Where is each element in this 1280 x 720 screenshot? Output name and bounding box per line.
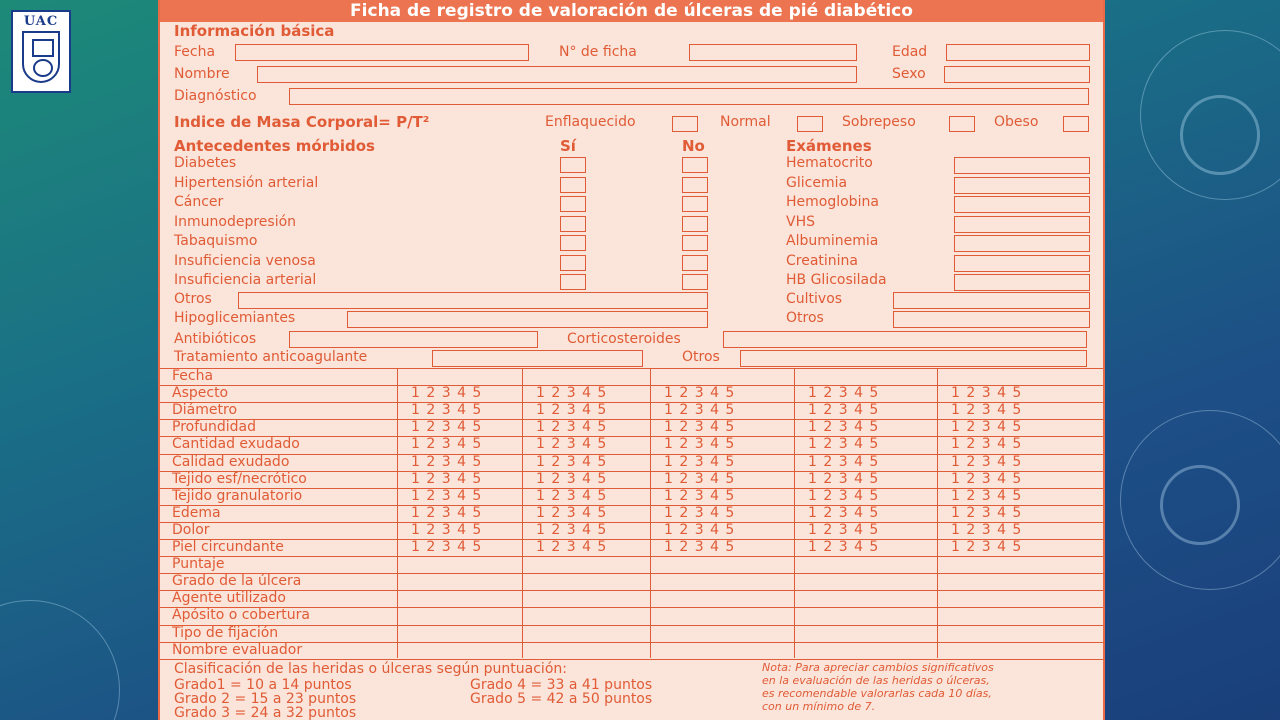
score-scale[interactable]: 1 2 3 4 5: [951, 436, 1023, 453]
sexo-input[interactable]: [944, 66, 1090, 83]
score-scale[interactable]: 1 2 3 4 5: [951, 521, 1023, 538]
no-heading: No: [682, 137, 705, 155]
no-checkbox[interactable]: [682, 177, 708, 193]
score-scale[interactable]: 1 2 3 4 5: [411, 504, 483, 521]
enflaquecido-checkbox[interactable]: [672, 116, 698, 132]
otros-label: Otros: [174, 291, 212, 307]
si-checkbox[interactable]: [560, 216, 586, 232]
score-scale[interactable]: 1 2 3 4 5: [411, 453, 483, 470]
cultivos-label: Cultivos: [786, 291, 843, 307]
score-scale[interactable]: 1 2 3 4 5: [664, 436, 736, 453]
score-scale[interactable]: 1 2 3 4 5: [808, 436, 880, 453]
score-scale[interactable]: 1 2 3 4 5: [951, 470, 1023, 487]
table-col-line: [650, 368, 651, 658]
score-scale[interactable]: 1 2 3 4 5: [664, 453, 736, 470]
no-checkbox[interactable]: [682, 255, 708, 271]
examen-label: Creatinina: [786, 252, 859, 269]
ficha-label: N° de ficha: [559, 44, 637, 60]
antibioticos-input[interactable]: [289, 331, 538, 348]
decor-ring: [0, 600, 120, 720]
grade-1: Grado1 = 10 a 14 puntos: [174, 677, 352, 693]
examenes-heading: Exámenes: [786, 137, 872, 155]
note-line: con un mínimo de 7.: [762, 700, 876, 713]
no-checkbox[interactable]: [682, 235, 708, 251]
score-scale[interactable]: 1 2 3 4 5: [808, 402, 880, 419]
fecha-label: Fecha: [174, 44, 216, 60]
table-row-line: [160, 556, 1103, 557]
table-col-line: [937, 368, 938, 658]
score-scale[interactable]: 1 2 3 4 5: [536, 487, 608, 504]
examen-input[interactable]: [954, 196, 1090, 213]
examen-label: Albuminemia: [786, 233, 879, 249]
table-row-line: [160, 625, 1103, 626]
score-scale[interactable]: 1 2 3 4 5: [411, 487, 483, 504]
score-scale[interactable]: 1 2 3 4 5: [664, 419, 736, 436]
hipoglicemiantes-label: Hipoglicemiantes: [174, 310, 296, 326]
examen-input[interactable]: [954, 255, 1090, 272]
note-line: Nota: Para apreciar cambios significativos: [762, 661, 994, 674]
score-scale[interactable]: 1 2 3 4 5: [808, 453, 880, 470]
examen-input[interactable]: [954, 177, 1090, 194]
score-scale[interactable]: 1 2 3 4 5: [951, 539, 1023, 555]
imc-option: Obeso: [994, 114, 1039, 130]
antecedente-label: Insuficiencia venosa: [174, 252, 316, 269]
anticoagulante-input[interactable]: [432, 350, 643, 367]
antecedente-label: Diabetes: [174, 155, 237, 171]
grade-3: Grado 3 = 24 a 32 puntos: [174, 705, 357, 720]
score-scale[interactable]: 1 2 3 4 5: [664, 539, 736, 555]
examen-input[interactable]: [954, 216, 1090, 233]
score-scale[interactable]: 1 2 3 4 5: [808, 521, 880, 538]
diagnostico-input[interactable]: [289, 88, 1089, 105]
examen-label: HB Glicosilada: [786, 272, 887, 288]
corticosteroides-label: Corticosteroides: [567, 331, 681, 347]
table-col-line: [794, 368, 795, 658]
examen-label: Glicemia: [786, 174, 848, 191]
score-scale[interactable]: 1 2 3 4 5: [536, 470, 608, 487]
row-label: Edema: [172, 504, 221, 521]
edad-input[interactable]: [946, 44, 1090, 61]
si-checkbox[interactable]: [560, 157, 586, 173]
antecedente-label: Hipertensión arterial: [174, 174, 319, 191]
table-row-line: [160, 368, 1103, 369]
score-scale[interactable]: 1 2 3 4 5: [808, 504, 880, 521]
antibioticos-label: Antibióticos: [174, 331, 257, 347]
diagnostico-label: Diagnóstico: [174, 88, 257, 104]
antecedentes-heading: Antecedentes mórbidos: [174, 137, 375, 155]
score-scale[interactable]: 1 2 3 4 5: [411, 402, 483, 419]
examen-label: Hemoglobina: [786, 194, 879, 210]
nombre-input[interactable]: [257, 66, 857, 83]
otros-examen-label: Otros: [786, 310, 824, 326]
score-scale[interactable]: 1 2 3 4 5: [664, 504, 736, 521]
nombre-label: Nombre: [174, 66, 230, 82]
score-scale[interactable]: 1 2 3 4 5: [951, 487, 1023, 504]
antecedente-label: Tabaquismo: [174, 233, 258, 249]
ficha-input[interactable]: [689, 44, 857, 61]
examen-input[interactable]: [954, 235, 1090, 252]
otros-examen-input[interactable]: [893, 311, 1090, 328]
evaluation-table: [160, 368, 1103, 660]
score-scale[interactable]: 1 2 3 4 5: [411, 385, 483, 402]
row-label: Tejido granulatorio: [172, 487, 303, 504]
imc-option: Normal: [720, 114, 771, 130]
row-label: Tipo de fijación: [172, 624, 279, 641]
row-label: Puntaje: [172, 556, 225, 573]
si-checkbox[interactable]: [560, 235, 586, 251]
normal-checkbox[interactable]: [797, 116, 823, 132]
imc-option: Enflaquecido: [545, 114, 636, 130]
table-col-line: [522, 368, 523, 658]
score-scale[interactable]: 1 2 3 4 5: [808, 385, 880, 402]
row-label: Agente utilizado: [172, 590, 286, 607]
si-checkbox[interactable]: [560, 274, 586, 290]
decor-ring: [1180, 95, 1260, 175]
cultivos-input[interactable]: [893, 292, 1090, 309]
row-label: Cantidad exudado: [172, 436, 300, 453]
score-scale[interactable]: 1 2 3 4 5: [664, 385, 736, 402]
examen-input[interactable]: [954, 157, 1090, 174]
score-scale[interactable]: 1 2 3 4 5: [536, 419, 608, 436]
score-scale[interactable]: 1 2 3 4 5: [536, 504, 608, 521]
score-scale[interactable]: 1 2 3 4 5: [536, 539, 608, 555]
score-scale[interactable]: 1 2 3 4 5: [951, 402, 1023, 419]
row-label: Tejido esf/necrótico: [172, 470, 307, 487]
antecedente-label: Inmunodepresión: [174, 213, 297, 230]
obeso-checkbox[interactable]: [1063, 116, 1089, 132]
antecedente-label: Cáncer: [174, 194, 224, 210]
si-checkbox[interactable]: [560, 196, 586, 212]
edad-label: Edad: [892, 44, 928, 60]
decor-ring: [1160, 465, 1240, 545]
table-row-line: [160, 590, 1103, 591]
score-scale[interactable]: 1 2 3 4 5: [536, 521, 608, 538]
form-title: Ficha de registro de valoración de úlceras de pié diabético: [160, 0, 1103, 22]
score-scale[interactable]: 1 2 3 4 5: [808, 539, 880, 555]
score-scale[interactable]: 1 2 3 4 5: [536, 453, 608, 470]
row-label: Profundidad: [172, 419, 257, 436]
row-label: Dolor: [172, 521, 210, 538]
imc-option: Sobrepeso: [842, 114, 916, 130]
otros2-input[interactable]: [740, 350, 1087, 367]
anticoagulante-label: Tratamiento anticoagulante: [174, 349, 368, 365]
note-line: en la evaluación de las heridas o úlceras,: [762, 674, 990, 687]
score-scale[interactable]: 1 2 3 4 5: [536, 385, 608, 402]
examen-input[interactable]: [954, 274, 1090, 291]
table-col-line: [397, 368, 398, 658]
no-checkbox[interactable]: [682, 196, 708, 212]
row-label: Grado de la úlcera: [172, 573, 302, 590]
examen-label: Hematocrito: [786, 155, 873, 171]
uac-logo: [11, 10, 71, 93]
row-label: Nombre evaluador: [172, 641, 303, 658]
score-scale[interactable]: 1 2 3 4 5: [808, 487, 880, 504]
score-scale[interactable]: 1 2 3 4 5: [411, 419, 483, 436]
score-scale[interactable]: 1 2 3 4 5: [951, 385, 1023, 402]
fecha-input[interactable]: [235, 44, 529, 61]
grade-5: Grado 5 = 42 a 50 puntos: [470, 691, 653, 707]
row-label: Apósito o cobertura: [172, 607, 310, 624]
no-checkbox[interactable]: [682, 157, 708, 173]
imc-label: Indice de Masa Corporal= P/T²: [174, 113, 430, 131]
shield-icon: [22, 31, 60, 83]
score-scale[interactable]: 1 2 3 4 5: [411, 521, 483, 538]
row-label: Piel circundante: [172, 539, 284, 555]
score-scale[interactable]: 1 2 3 4 5: [664, 402, 736, 419]
si-checkbox[interactable]: [560, 177, 586, 193]
grade-4: Grado 4 = 33 a 41 puntos: [470, 677, 653, 693]
si-checkbox[interactable]: [560, 255, 586, 271]
logo-text: UAC: [23, 14, 59, 29]
sexo-label: Sexo: [892, 66, 926, 82]
score-scale[interactable]: 1 2 3 4 5: [664, 521, 736, 538]
score-scale[interactable]: 1 2 3 4 5: [664, 487, 736, 504]
hipoglicemiantes-input[interactable]: [347, 311, 708, 328]
corticosteroides-input[interactable]: [723, 331, 1087, 348]
otros2-label: Otros: [682, 349, 720, 365]
antecedente-label: Insuficiencia arterial: [174, 272, 317, 288]
note-line: es recomendable valorarlas cada 10 días,: [762, 687, 992, 700]
score-scale[interactable]: 1 2 3 4 5: [411, 539, 483, 555]
classification-heading: Clasificación de las heridas o úlceras según puntuación:: [174, 661, 567, 677]
score-scale[interactable]: 1 2 3 4 5: [808, 470, 880, 487]
no-checkbox[interactable]: [682, 274, 708, 290]
ulcer-form: [158, 0, 1105, 720]
score-scale[interactable]: 1 2 3 4 5: [808, 419, 880, 436]
grade-2: Grado 2 = 15 a 23 puntos: [174, 691, 357, 707]
score-scale[interactable]: 1 2 3 4 5: [536, 402, 608, 419]
table-row-line: [160, 659, 1103, 660]
score-scale[interactable]: 1 2 3 4 5: [664, 470, 736, 487]
no-checkbox[interactable]: [682, 216, 708, 232]
row-label: Diámetro: [172, 402, 238, 419]
score-scale[interactable]: 1 2 3 4 5: [536, 436, 608, 453]
score-scale[interactable]: 1 2 3 4 5: [951, 419, 1023, 436]
score-scale[interactable]: 1 2 3 4 5: [951, 504, 1023, 521]
basic-heading: Información básica: [174, 22, 335, 40]
table-row-line: [160, 573, 1103, 574]
sobrepeso-checkbox[interactable]: [949, 116, 975, 132]
row-label: Fecha: [172, 368, 214, 384]
examen-label: VHS: [786, 213, 815, 230]
row-label: Calidad exudado: [172, 453, 290, 470]
row-label: Aspecto: [172, 385, 229, 402]
si-heading: Sí: [560, 137, 576, 155]
otros-input[interactable]: [238, 292, 708, 309]
score-scale[interactable]: 1 2 3 4 5: [951, 453, 1023, 470]
score-scale[interactable]: 1 2 3 4 5: [411, 436, 483, 453]
score-scale[interactable]: 1 2 3 4 5: [411, 470, 483, 487]
